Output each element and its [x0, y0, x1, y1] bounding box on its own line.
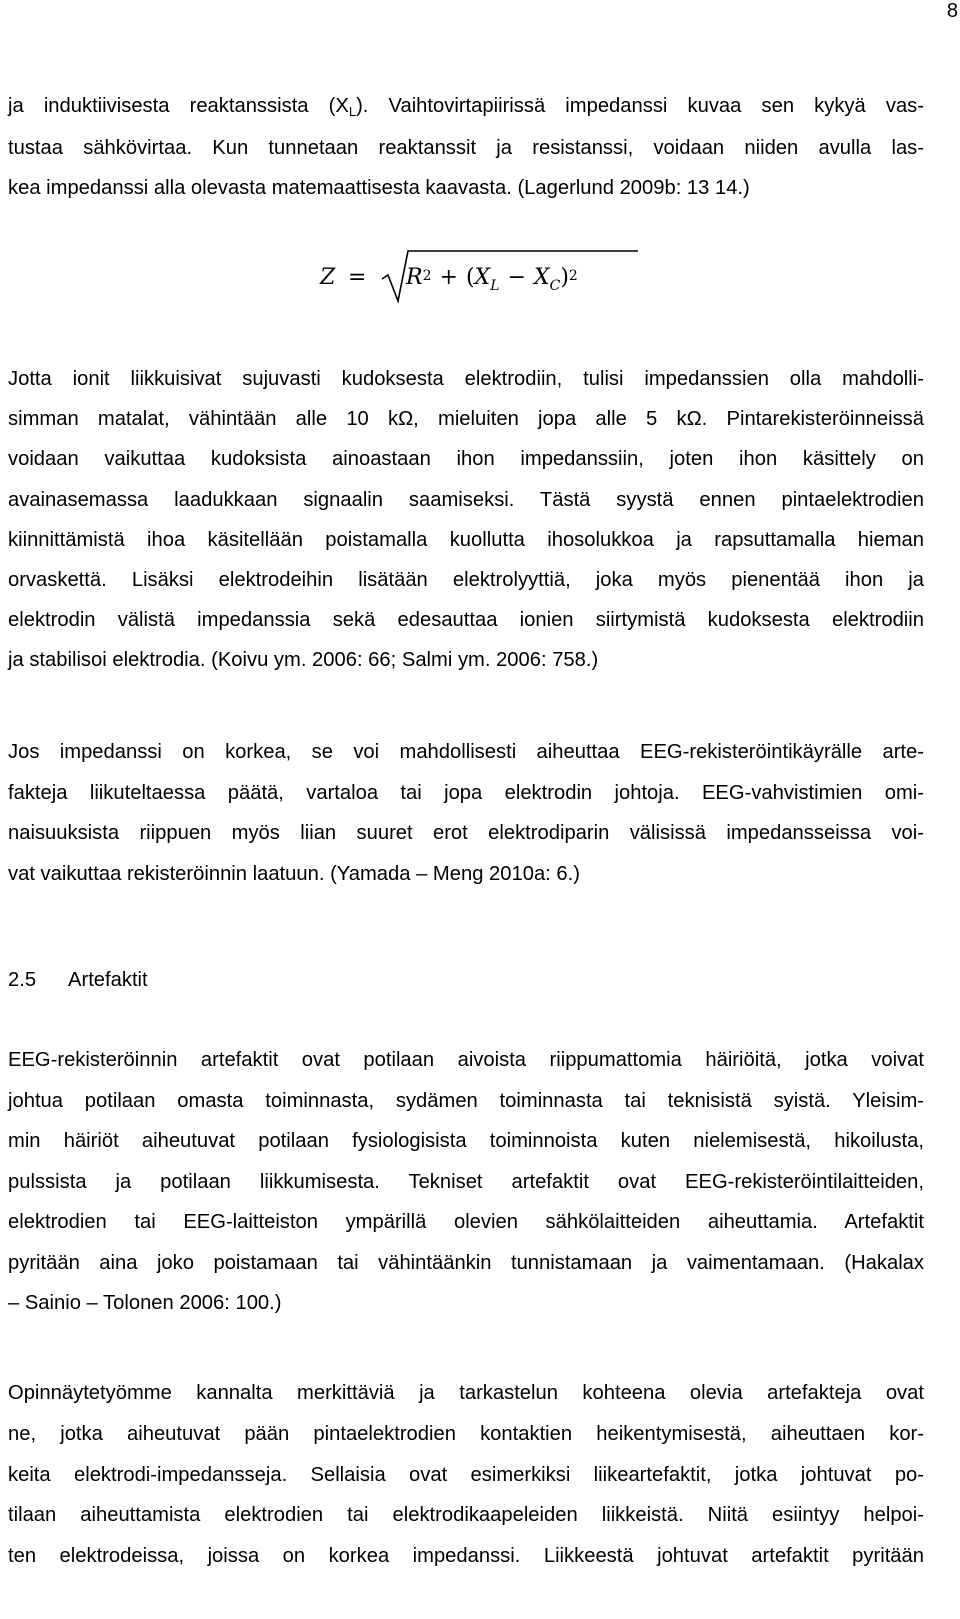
text-line: pyritään aina joko poistamaan tai vähintäänkin tunnistamaan ja vaimentamaan. (Hakalax [8, 1251, 924, 1274]
text-line: ten elektrodeissa, joissa on korkea impedanssi. Liikkeestä johtuvat artefaktit pyritään [8, 1545, 924, 1568]
text-line: vat vaikuttaa rekisteröinnin laatuun. (Yamada – Meng 2010a: 6.) [8, 862, 580, 885]
text-line: orvaskettä. Lisäksi elektrodeihin lisätään elektrolyyttiä, joka myös pienentää ihon ja [8, 569, 924, 592]
page-number: 8 [946, 0, 958, 22]
paragraph-thesis-artifacts [8, 1373, 924, 1577]
text-line: kea impedanssi alla olevasta matemaattisesta kaavasta. (Lagerlund 2009b: 13 14.) [8, 177, 750, 199]
section-heading [8, 960, 148, 1000]
formula-lhs: Z [320, 265, 336, 290]
text-line: ja induktiivisesta reaktanssista (XL). Vaihtovirtapiirissä impedanssi kuvaa sen kykyä vas- [8, 95, 924, 119]
text-line: min häiriöt aiheutuvat potilaan fysiologisista toiminnoista kuten nielemisestä, hikoilusta, [8, 1130, 924, 1152]
text-line: johtua potilaan omasta toiminnasta, sydämen toiminnasta tai teknisistä syistä. Yleisim- [8, 1089, 924, 1112]
text-line: tilaan aiheuttamista elektrodien tai elektrodikaapeleiden liikkeistä. Niitä esiintyy helpoi- [8, 1504, 924, 1527]
section-title: Artefaktit [68, 969, 148, 991]
text-line: ne, jotka aiheutuvat pään pintaelektrodien kontaktien heikentymisestä, aiheuttaen kor- [8, 1422, 924, 1445]
text-line: elektrodien tai EEG-laitteiston ympärillä olevien sähkölaitteiden aiheuttamia. Artefaktit [8, 1211, 924, 1233]
text-line: elektrodin välistä impedanssia sekä edesauttaa ionien siirtymistä kudoksesta elektrodiin [8, 609, 924, 632]
text-line: pulssista ja potilaan liikkumisesta. Tekniset artefaktit ovat EEG-rekisteröintilaitteiden, [8, 1170, 924, 1193]
impedance-formula [318, 245, 638, 305]
formula-equals: = [348, 265, 367, 290]
text-line: Jotta ionit liikkuisivat sujuvasti kudoksesta elektrodiin, tulisi impedanssien olla mahdolli- [8, 368, 924, 390]
text-line: ja stabilisoi elektrodia. (Koivu ym. 2006: 66; Salmi ym. 2006: 758.) [8, 649, 599, 672]
text-line: avainasemassa laadukkaan signaalin saamiseksi. Tästä syystä ennen pintaelektrodien [8, 488, 924, 511]
paragraph-impedance-intro [8, 86, 924, 208]
text-line: EEG-rekisteröinnin artefaktit ovat potilaan aivoista riippumattomia häiriöitä, jotka voivat [8, 1049, 924, 1071]
text-line: tustaa sähkövirtaa. Kun tunnetaan reaktanssit ja resistanssi, voidaan niiden avulla las- [8, 137, 924, 159]
formula-radicand: $R^2 + (X_L - X_C)^2$ [406, 265, 578, 294]
text-line: – Sainio – Tolonen 2006: 100.) [8, 1292, 282, 1314]
paragraph-artifacts [8, 1040, 924, 1324]
text-line: fakteja liikuteltaessa päätä, vartaloa tai jopa elektrodin johtoja. EEG-vahvistimien omi- [8, 781, 924, 804]
text-line: Jos impedanssi on korkea, se voi mahdollisesti aiheuttaa EEG-rekisteröintikäyrälle arte- [8, 741, 924, 763]
text-line: keita elektrodi-impedansseja. Sellaisia ovat esimerkiksi liikeartefaktit, jotka johtuvat po- [8, 1463, 924, 1486]
paragraph-high-impedance [8, 732, 924, 894]
text-line: simman matalat, vähintään alle 10 kΩ, mieluiten jopa alle 5 kΩ. Pintarekisteröinneissä [8, 408, 924, 431]
section-number: 2.5 [8, 969, 37, 991]
paragraph-impedance-levels [8, 359, 924, 681]
text-line: voidaan vaikuttaa kudoksista ainoastaan ihon impedanssiin, joten ihon käsittely on [8, 448, 924, 471]
text-line: kiinnittämistä ihoa käsitellään poistamalla kuollutta ihosolukkoa ja rapsuttamalla hieman [8, 528, 924, 551]
text-line: Opinnäytetyömme kannalta merkittäviä ja tarkastelun kohteena olevia artefakteja ovat [8, 1382, 924, 1404]
text-line: naisuuksista riippuen myös liian suuret erot elektrodiparin välisissä impedansseissa voi- [8, 822, 924, 844]
